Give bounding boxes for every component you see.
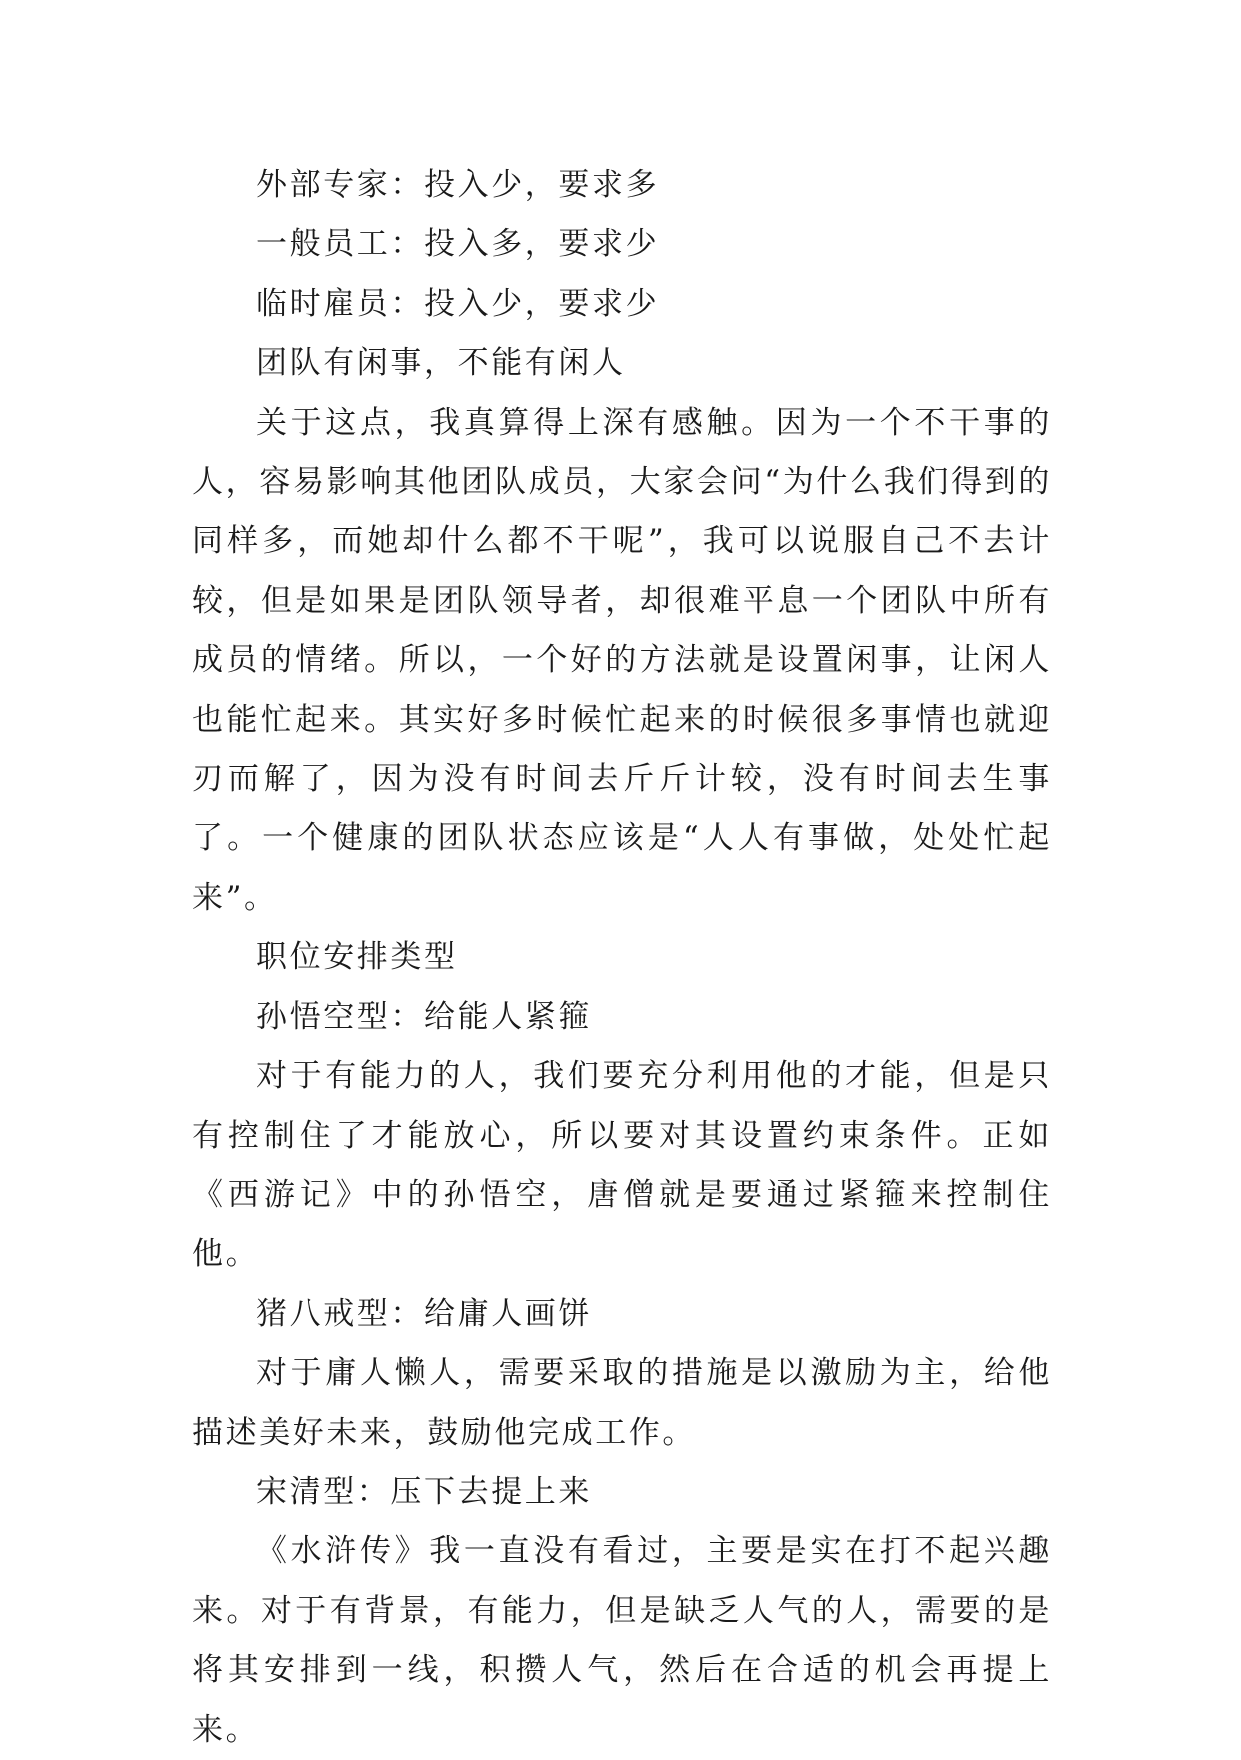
subheading-song-qing-type: 宋清型：压下去提上来 — [256, 1473, 592, 1510]
body-paragraph-song-qing: 《水浒传》我一直没有看过，主要是实在打不起兴趣来。对于有背景，有能力，但是缺乏人气的人，需要的是将其安排到一线，积攒人气，然后在合适的机会再提上来。 — [192, 1533, 1052, 1748]
subheading-sun-wukong-type: 孙悟空型：给能人紧箍 — [256, 998, 592, 1035]
list-item-temporary-staff: 临时雇员：投入少，要求少 — [256, 285, 660, 322]
section-heading-idle-matters: 团队有闲事，不能有闲人 — [256, 345, 626, 382]
subheading-zhu-bajie-type: 猪八戒型：给庸人画饼 — [256, 1295, 592, 1332]
section-heading-position-types: 职位安排类型 — [256, 939, 458, 976]
body-paragraph-sun-wukong: 对于有能力的人，我们要充分利用他的才能，但是只有控制住了才能放心，所以要对其设置约束条件。正如《西游记》中的孙悟空，唐僧就是要通过紧箍来控制住他。 — [192, 1058, 1052, 1273]
list-item-regular-employee: 一般员工：投入多，要求少 — [256, 226, 660, 263]
list-item-external-expert: 外部专家：投入少，要求多 — [256, 167, 660, 203]
body-paragraph-idle-matters: 关于这点，我真算得上深有感触。因为一个不干事的人，容易影响其他团队成员，大家会问“为什么我们得到的同样多，而她却什么都不干呢”，我可以说服自己不去计较，但是如果是团队领导者，却很难平息一个团队中所有成员的情绪。所以，一个好的方法就是设置闲事，让闲人也能忙起来。其实好多时候忙起来的时候很多事情也就迎刃而解了，因为没有时间去斤斤计较，没有时间去生事了。一个健康的团队状态应该是“人人有事做，处处忙起来”。 — [192, 404, 1052, 916]
body-paragraph-zhu-bajie: 对于庸人懒人，需要采取的措施是以激励为主，给他描述美好未来，鼓励他完成工作。 — [192, 1355, 1052, 1451]
document-body — [192, 156, 1052, 1760]
